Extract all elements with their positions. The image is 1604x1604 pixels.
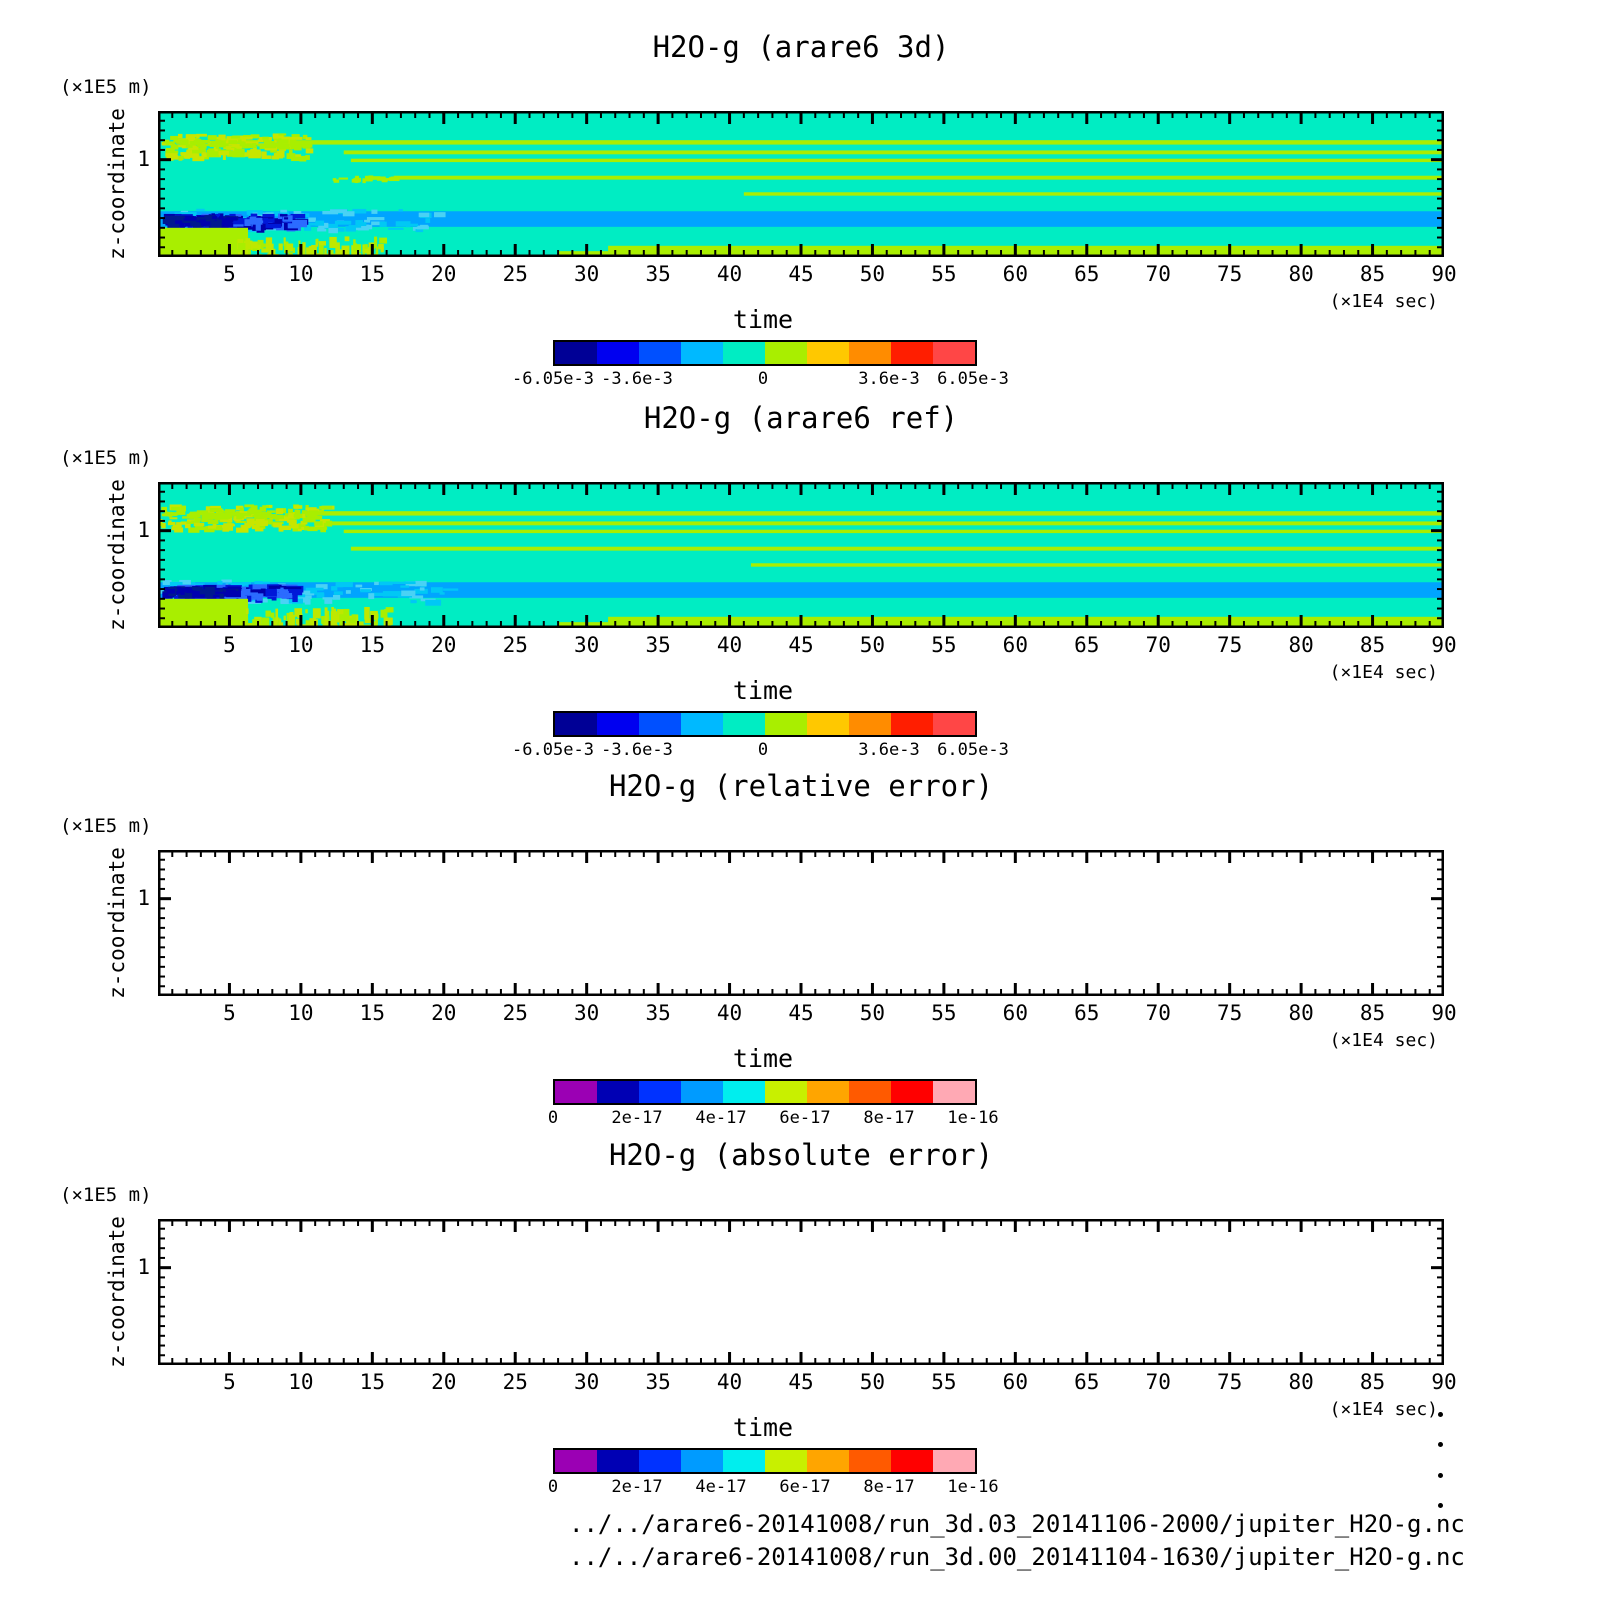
colorbar-segment bbox=[681, 342, 723, 364]
colorbar-segment bbox=[555, 713, 597, 735]
heatmap-plot bbox=[158, 111, 1444, 257]
colorbar-tick-labels bbox=[547, 1477, 999, 1499]
x-tick-label: 75 bbox=[1217, 633, 1243, 657]
colorbar-segment bbox=[681, 1450, 723, 1472]
colorbar-tick-label: 3.6e-3 bbox=[858, 740, 920, 760]
colorbar-segment bbox=[891, 342, 933, 364]
colorbar-tick-label: 2e-17 bbox=[611, 1108, 663, 1128]
x-tick-label: 20 bbox=[431, 633, 457, 657]
colorbar-segment bbox=[555, 1081, 597, 1103]
panel-arare6-ref bbox=[0, 371, 1604, 771]
x-tick-label: 80 bbox=[1288, 1370, 1314, 1394]
x-tick-label: 60 bbox=[1002, 1001, 1028, 1025]
colorbar-tick-label: -6.05e-3 bbox=[512, 740, 594, 760]
colorbar-segment bbox=[597, 1450, 639, 1472]
x-tick-label: 15 bbox=[359, 262, 385, 286]
colorbar-segment bbox=[933, 1450, 975, 1472]
colorbar-segment bbox=[807, 713, 849, 735]
colorbar-title: time bbox=[732, 1044, 794, 1073]
x-tick-label: 90 bbox=[1431, 633, 1457, 657]
colorbar-tick-label: 0 bbox=[757, 740, 769, 760]
colorbar-tick-label: 8e-17 bbox=[863, 1108, 915, 1128]
x-tick-label: 45 bbox=[788, 262, 814, 286]
panel-title: H2O-g (relative error) bbox=[608, 769, 994, 803]
colorbar-segment bbox=[723, 1450, 765, 1472]
trailing-dot bbox=[1438, 1442, 1443, 1447]
x-tick-label: 60 bbox=[1002, 262, 1028, 286]
colorbar-segment bbox=[807, 1081, 849, 1103]
y-axis-unit: (×1E5 m) bbox=[60, 76, 152, 98]
x-tick-label: 85 bbox=[1359, 1370, 1386, 1394]
x-tick-labels bbox=[158, 1001, 1457, 1027]
y-axis-unit: (×1E5 m) bbox=[60, 447, 152, 469]
colorbar-tick-label: 4e-17 bbox=[695, 1477, 747, 1497]
x-tick-label: 55 bbox=[931, 1001, 957, 1025]
colorbar-segment bbox=[891, 1081, 933, 1103]
colorbar-segment bbox=[723, 1081, 765, 1103]
x-tick-label: 50 bbox=[859, 1001, 886, 1025]
colorbar bbox=[553, 711, 977, 737]
colorbar-segment bbox=[723, 342, 765, 364]
colorbar-segment bbox=[639, 342, 681, 364]
colorbar-tick-label: 6.05e-3 bbox=[937, 740, 1009, 760]
panel-absolute-error bbox=[0, 1108, 1604, 1508]
empty-plot bbox=[158, 1219, 1444, 1365]
trailing-dot bbox=[1438, 1503, 1443, 1508]
x-tick-label: 25 bbox=[502, 262, 528, 286]
colorbar-segment bbox=[765, 342, 807, 364]
x-axis-unit: (×1E4 sec) bbox=[1329, 291, 1438, 312]
colorbar-tick-label: 6e-17 bbox=[779, 1477, 831, 1497]
colorbar-tick-label: 1e-16 bbox=[947, 1108, 999, 1128]
colorbar-segment bbox=[765, 713, 807, 735]
colorbar-segment bbox=[933, 713, 975, 735]
colorbar-tick-label: -6.05e-3 bbox=[512, 369, 594, 389]
colorbar-segment bbox=[765, 1081, 807, 1103]
x-tick-label: 30 bbox=[574, 1370, 600, 1394]
x-tick-label: 10 bbox=[288, 1370, 314, 1394]
x-tick-label: 85 bbox=[1359, 262, 1386, 286]
y-tick-label: 1 bbox=[137, 1255, 150, 1279]
colorbar-segment bbox=[681, 713, 723, 735]
colorbar-segment bbox=[555, 342, 597, 364]
colorbar bbox=[553, 340, 977, 366]
colorbar bbox=[553, 1079, 977, 1105]
x-tick-label: 25 bbox=[502, 1370, 528, 1394]
colorbar bbox=[553, 1448, 977, 1474]
x-tick-label: 80 bbox=[1288, 633, 1314, 657]
x-tick-label: 5 bbox=[223, 1001, 236, 1025]
x-tick-label: 50 bbox=[859, 633, 886, 657]
colorbar-segment bbox=[807, 1450, 849, 1472]
x-tick-label: 80 bbox=[1288, 262, 1314, 286]
x-tick-label: 60 bbox=[1002, 633, 1028, 657]
colorbar-segment bbox=[849, 713, 891, 735]
colorbar-segment bbox=[933, 342, 975, 364]
empty-plot bbox=[158, 850, 1444, 996]
x-axis-unit: (×1E4 sec) bbox=[1329, 662, 1438, 683]
colorbar-segment bbox=[849, 342, 891, 364]
colorbar-segment bbox=[597, 342, 639, 364]
colorbar-segment bbox=[765, 1450, 807, 1472]
x-tick-label: 20 bbox=[431, 262, 457, 286]
colorbar-segment bbox=[597, 1081, 639, 1103]
x-tick-label: 75 bbox=[1217, 1370, 1243, 1394]
colorbar-tick-label: 4e-17 bbox=[695, 1108, 747, 1128]
panel-title: H2O-g (arare6 3d) bbox=[652, 30, 950, 64]
x-tick-label: 45 bbox=[788, 1370, 814, 1394]
x-tick-labels bbox=[158, 262, 1457, 288]
x-tick-label: 85 bbox=[1359, 633, 1386, 657]
colorbar-tick-label: 1e-16 bbox=[947, 1477, 999, 1497]
x-tick-label: 25 bbox=[502, 1001, 528, 1025]
x-tick-label: 75 bbox=[1217, 262, 1243, 286]
colorbar-title: time bbox=[732, 305, 794, 334]
x-axis-unit: (×1E4 sec) bbox=[1329, 1030, 1438, 1051]
x-tick-label: 60 bbox=[1002, 1370, 1028, 1394]
panel-title: H2O-g (absolute error) bbox=[608, 1138, 994, 1172]
x-tick-label: 45 bbox=[788, 633, 814, 657]
x-tick-label: 80 bbox=[1288, 1001, 1314, 1025]
x-tick-label: 70 bbox=[1145, 633, 1171, 657]
colorbar-segment bbox=[597, 713, 639, 735]
y-axis-unit: (×1E5 m) bbox=[60, 1184, 152, 1206]
x-tick-label: 90 bbox=[1431, 1001, 1457, 1025]
x-tick-label: 75 bbox=[1217, 1001, 1243, 1025]
source-file-path-2: ../../arare6-20141008/run_3d.00_20141104-1630/jupiter_H2O-g.nc bbox=[569, 1543, 1465, 1571]
y-axis-label: z-coordinate bbox=[105, 479, 129, 631]
y-axis-label: z-coordinate bbox=[105, 1216, 129, 1368]
x-tick-label: 5 bbox=[223, 262, 236, 286]
colorbar-tick-label: 0 bbox=[547, 1108, 559, 1128]
x-tick-label: 55 bbox=[931, 262, 957, 286]
colorbar-segment bbox=[639, 1450, 681, 1472]
colorbar-segment bbox=[681, 1081, 723, 1103]
x-tick-label: 65 bbox=[1074, 1001, 1100, 1025]
x-tick-label: 40 bbox=[716, 633, 743, 657]
x-tick-label: 45 bbox=[788, 1001, 814, 1025]
x-tick-label: 15 bbox=[359, 633, 385, 657]
x-tick-label: 50 bbox=[859, 262, 886, 286]
colorbar-title: time bbox=[732, 1413, 794, 1442]
colorbar-segment bbox=[723, 713, 765, 735]
colorbar-tick-label: 3.6e-3 bbox=[858, 369, 920, 389]
x-tick-label: 70 bbox=[1145, 1001, 1171, 1025]
x-tick-label: 5 bbox=[223, 1370, 236, 1394]
y-axis-label: z-coordinate bbox=[105, 847, 129, 999]
colorbar-segment bbox=[891, 1450, 933, 1472]
x-tick-label: 40 bbox=[716, 1001, 743, 1025]
x-tick-label: 90 bbox=[1431, 1370, 1457, 1394]
colorbar-segment bbox=[849, 1450, 891, 1472]
x-tick-label: 65 bbox=[1074, 633, 1100, 657]
colorbar-segment bbox=[933, 1081, 975, 1103]
x-tick-label: 30 bbox=[574, 1001, 600, 1025]
trailing-dot bbox=[1438, 1412, 1443, 1417]
x-tick-label: 30 bbox=[574, 633, 600, 657]
colorbar-tick-label: 0 bbox=[547, 1477, 559, 1497]
y-axis-label: z-coordinate bbox=[105, 108, 129, 260]
x-tick-label: 65 bbox=[1074, 1370, 1100, 1394]
colorbar-tick-label: 6.05e-3 bbox=[937, 369, 1009, 389]
x-tick-label: 90 bbox=[1431, 262, 1457, 286]
source-file-path-1: ../../arare6-20141008/run_3d.03_20141106-2000/jupiter_H2O-g.nc bbox=[569, 1510, 1465, 1538]
colorbar-segment bbox=[807, 342, 849, 364]
x-tick-label: 65 bbox=[1074, 262, 1100, 286]
colorbar-tick-label: 0 bbox=[757, 369, 769, 389]
x-tick-label: 10 bbox=[288, 262, 314, 286]
colorbar-segment bbox=[639, 713, 681, 735]
y-tick-label: 1 bbox=[137, 518, 150, 542]
x-tick-label: 55 bbox=[931, 633, 957, 657]
panel-title: H2O-g (arare6 ref) bbox=[643, 401, 959, 435]
colorbar-tick-label: 8e-17 bbox=[863, 1477, 915, 1497]
colorbar-tick-label: 6e-17 bbox=[779, 1108, 831, 1128]
x-tick-label: 10 bbox=[288, 633, 314, 657]
x-tick-label: 10 bbox=[288, 1001, 314, 1025]
x-tick-label: 40 bbox=[716, 262, 743, 286]
colorbar-tick-label: -3.6e-3 bbox=[601, 740, 673, 760]
x-tick-label: 70 bbox=[1145, 262, 1171, 286]
x-tick-label: 35 bbox=[645, 1370, 671, 1394]
x-tick-label: 50 bbox=[859, 1370, 886, 1394]
x-tick-label: 30 bbox=[574, 262, 600, 286]
x-tick-labels bbox=[158, 1370, 1457, 1396]
x-tick-label: 40 bbox=[716, 1370, 743, 1394]
y-axis-unit: (×1E5 m) bbox=[60, 815, 152, 837]
colorbar-title: time bbox=[732, 676, 794, 705]
colorbar-segment bbox=[555, 1450, 597, 1472]
x-tick-label: 55 bbox=[931, 1370, 957, 1394]
colorbar-tick-label: -3.6e-3 bbox=[601, 369, 673, 389]
panel-relative-error bbox=[0, 739, 1604, 1139]
heatmap-plot bbox=[158, 482, 1444, 628]
x-tick-label: 35 bbox=[645, 633, 671, 657]
y-tick-label: 1 bbox=[137, 147, 150, 171]
y-tick-label: 1 bbox=[137, 886, 150, 910]
x-axis-unit: (×1E4 sec) bbox=[1329, 1399, 1438, 1420]
x-tick-label: 20 bbox=[431, 1001, 457, 1025]
x-tick-label: 35 bbox=[645, 262, 671, 286]
x-tick-label: 5 bbox=[223, 633, 236, 657]
x-tick-label: 85 bbox=[1359, 1001, 1386, 1025]
colorbar-segment bbox=[849, 1081, 891, 1103]
x-tick-label: 25 bbox=[502, 633, 528, 657]
x-tick-label: 15 bbox=[359, 1370, 385, 1394]
x-tick-label: 70 bbox=[1145, 1370, 1171, 1394]
x-tick-label: 35 bbox=[645, 1001, 671, 1025]
x-tick-label: 15 bbox=[359, 1001, 385, 1025]
colorbar-tick-label: 2e-17 bbox=[611, 1477, 663, 1497]
panel-arare6-3d bbox=[0, 0, 1604, 400]
colorbar-segment bbox=[639, 1081, 681, 1103]
trailing-dot bbox=[1438, 1473, 1443, 1478]
colorbar-segment bbox=[891, 713, 933, 735]
x-tick-label: 20 bbox=[431, 1370, 457, 1394]
x-tick-labels bbox=[158, 633, 1457, 659]
